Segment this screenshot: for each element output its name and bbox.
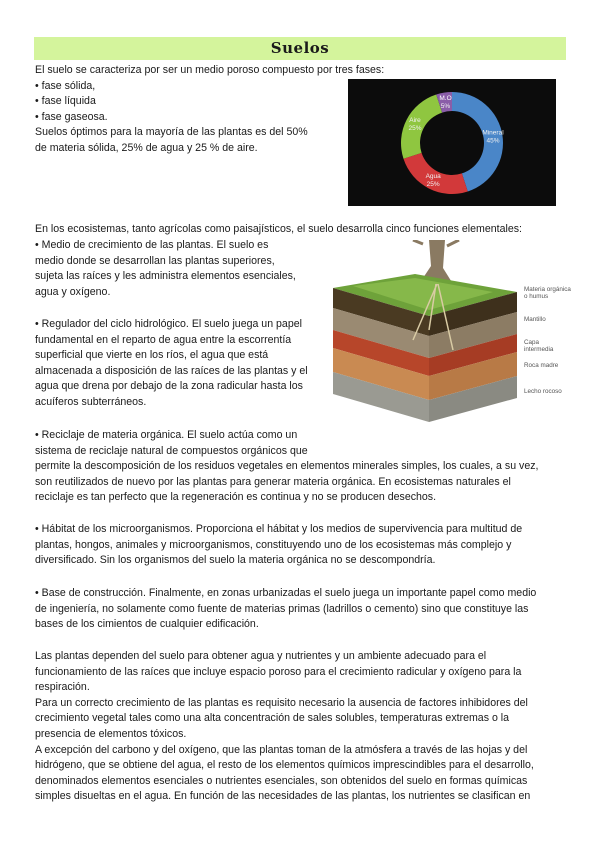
text-line: En los ecosistemas, tanto agrícolas como paisajísticos, el suelo desarrolla cinco funciones elementales: (35, 223, 522, 235)
soil-label-organic: Materia orgánica (524, 286, 571, 293)
text-line: permite la descomposición de los residuos vegetales en elementos minerales simples, los cuales, a su vez, (35, 460, 539, 473)
soil-label-parent-rock: Roca madre (524, 362, 559, 369)
text-line: simples disueltas en el agua. En función de las necesidades de las plantas, los nutrientes se clasifican en (35, 790, 531, 803)
text-line: • Regulador del ciclo hidrológico. El suelo juega un papel (35, 318, 302, 330)
soil-label-humus: o humus (524, 293, 549, 300)
text-line: • fase líquida (35, 95, 96, 108)
text-line: respiración. (35, 681, 90, 694)
text-line: • fase gaseosa. (35, 110, 108, 123)
text-line: Para un correcto crecimiento de las plantas es requisito necesario la ausencia de factores inhibidores del (35, 696, 528, 709)
text-line: • Reciclaje de materia orgánica. El suelo actúa como un (35, 429, 298, 441)
pie-value-mo: 5% (440, 103, 451, 111)
soil-composition-chart (348, 79, 556, 206)
functions-intro (35, 222, 522, 238)
page-title-bar (34, 37, 566, 60)
text-line: • Medio de crecimiento de las plantas. El suelo es (35, 239, 269, 251)
donut-chart-svg (348, 79, 556, 206)
text-line: • Hábitat de los microorganismos. Proporciona el hábitat y los medios de supervivencia para multitud de (35, 523, 523, 535)
text-line: de ingeniería, no solamente como fuente de materias primas (ladrillos o cemento) sino que constituye las (35, 602, 529, 615)
text-line: crecimiento vegetal tales como una alta concentración de sales solubles, temperaturas extremas o la (35, 712, 510, 725)
text-line: funcionamiento de las raíces que incluye espacio poroso para el crecimiento radicular y oxígeno para la (35, 665, 522, 678)
pie-label-mo: M.O (439, 95, 452, 103)
text-line: sistema de reciclaje natural de compuestos orgánicos que (35, 444, 308, 457)
intro-paragraph (35, 63, 384, 157)
function-hydrologic-regulator (35, 317, 308, 411)
text-line: plantas, hongos, animales y microorganismos, constituyendo uno de los ecosistemas más complejo y (35, 538, 512, 551)
text-line: diversificado. Sin los organismos del suelo la materia orgánica no se descompondría. (35, 554, 436, 567)
soil-label-topsoil: Mantillo (524, 316, 546, 323)
pie-label-mineral: Mineral (482, 129, 504, 137)
soil-label-bedrock: Lecho rocoso (524, 388, 562, 395)
text-line: denominados elementos esenciales o nutrientes esenciales, son obtenidos del suelo en formas químicas (35, 774, 528, 787)
text-line: • Base de construcción. Finalmente, en zonas urbanizadas el suelo juega un importante papel como medio (35, 587, 537, 599)
text-line: acuíferos subterráneos. (35, 395, 147, 408)
function-organic-recycling (35, 428, 538, 506)
text-line: sujeta las raíces y les administra elementos esenciales, (35, 270, 296, 283)
text-line: Las plantas dependen del suelo para obtener agua y nutrientes y un ambiente adecuado para el (35, 650, 487, 662)
soil-layers-icon (333, 240, 518, 430)
closing-paragraphs (35, 649, 534, 805)
text-line: agua que drena por debajo de la zona radicular hasta los (35, 380, 303, 393)
text-line: bases de los cimientos de cualquier edificación. (35, 618, 259, 631)
soil-label-intermediate: intermedia (524, 346, 554, 353)
pie-value-agua: 25% (426, 180, 440, 188)
text-line: fundamental en el reparto de agua entre la escorrentía (35, 333, 292, 346)
text-line: almacenada a disposición de las raíces de las plantas y el (35, 364, 308, 377)
pie-value-mineral: 45% (486, 137, 500, 145)
text-line: superficial que vierte en los ríos, el agua que está (35, 349, 269, 362)
text-line: A excepción del carbono y del oxígeno, que las plantas toman de la atmósfera a través de las hojas y del (35, 743, 528, 756)
text-line: son reutilizados de nuevo por las plantas para generar materia orgánica. En ecosistemas naturales el (35, 475, 511, 488)
function-construction-base (35, 586, 536, 633)
text-line: Suelos óptimos para la mayoría de las plantas es del 50% (35, 126, 308, 139)
pie-label-agua: Agua (425, 172, 441, 180)
text-line: medio donde se desarrollan las plantas superiores, (35, 254, 275, 267)
text-line: El suelo se caracteriza por ser un medio poroso compuesto por tres fases: (35, 64, 385, 76)
text-line: presencia de elementos tóxicos. (35, 727, 187, 740)
function-growth-medium (35, 238, 296, 300)
text-line: reciclaje es tan perfecto que la regeneración es continua y no se producen desechos. (35, 491, 437, 504)
pie-label-aire: Aire (409, 117, 421, 125)
soil-label-layer: Capa (524, 339, 540, 346)
page-title: Suelos (270, 39, 330, 57)
pie-slice-aire (401, 94, 442, 158)
text-line: hidrógeno, que se obtiene del agua, el resto de los elementos químicos imprescindibles para el desarrollo, (35, 759, 534, 772)
text-line: agua y oxígeno. (35, 285, 111, 298)
soil-profile-illustration (333, 240, 571, 430)
pie-value-aire: 25% (408, 125, 422, 133)
function-microorganism-habitat (35, 522, 522, 569)
text-line: de materia sólida, 25% de agua y 25 % de aire. (35, 141, 258, 154)
text-line: • fase sólida, (35, 79, 96, 92)
